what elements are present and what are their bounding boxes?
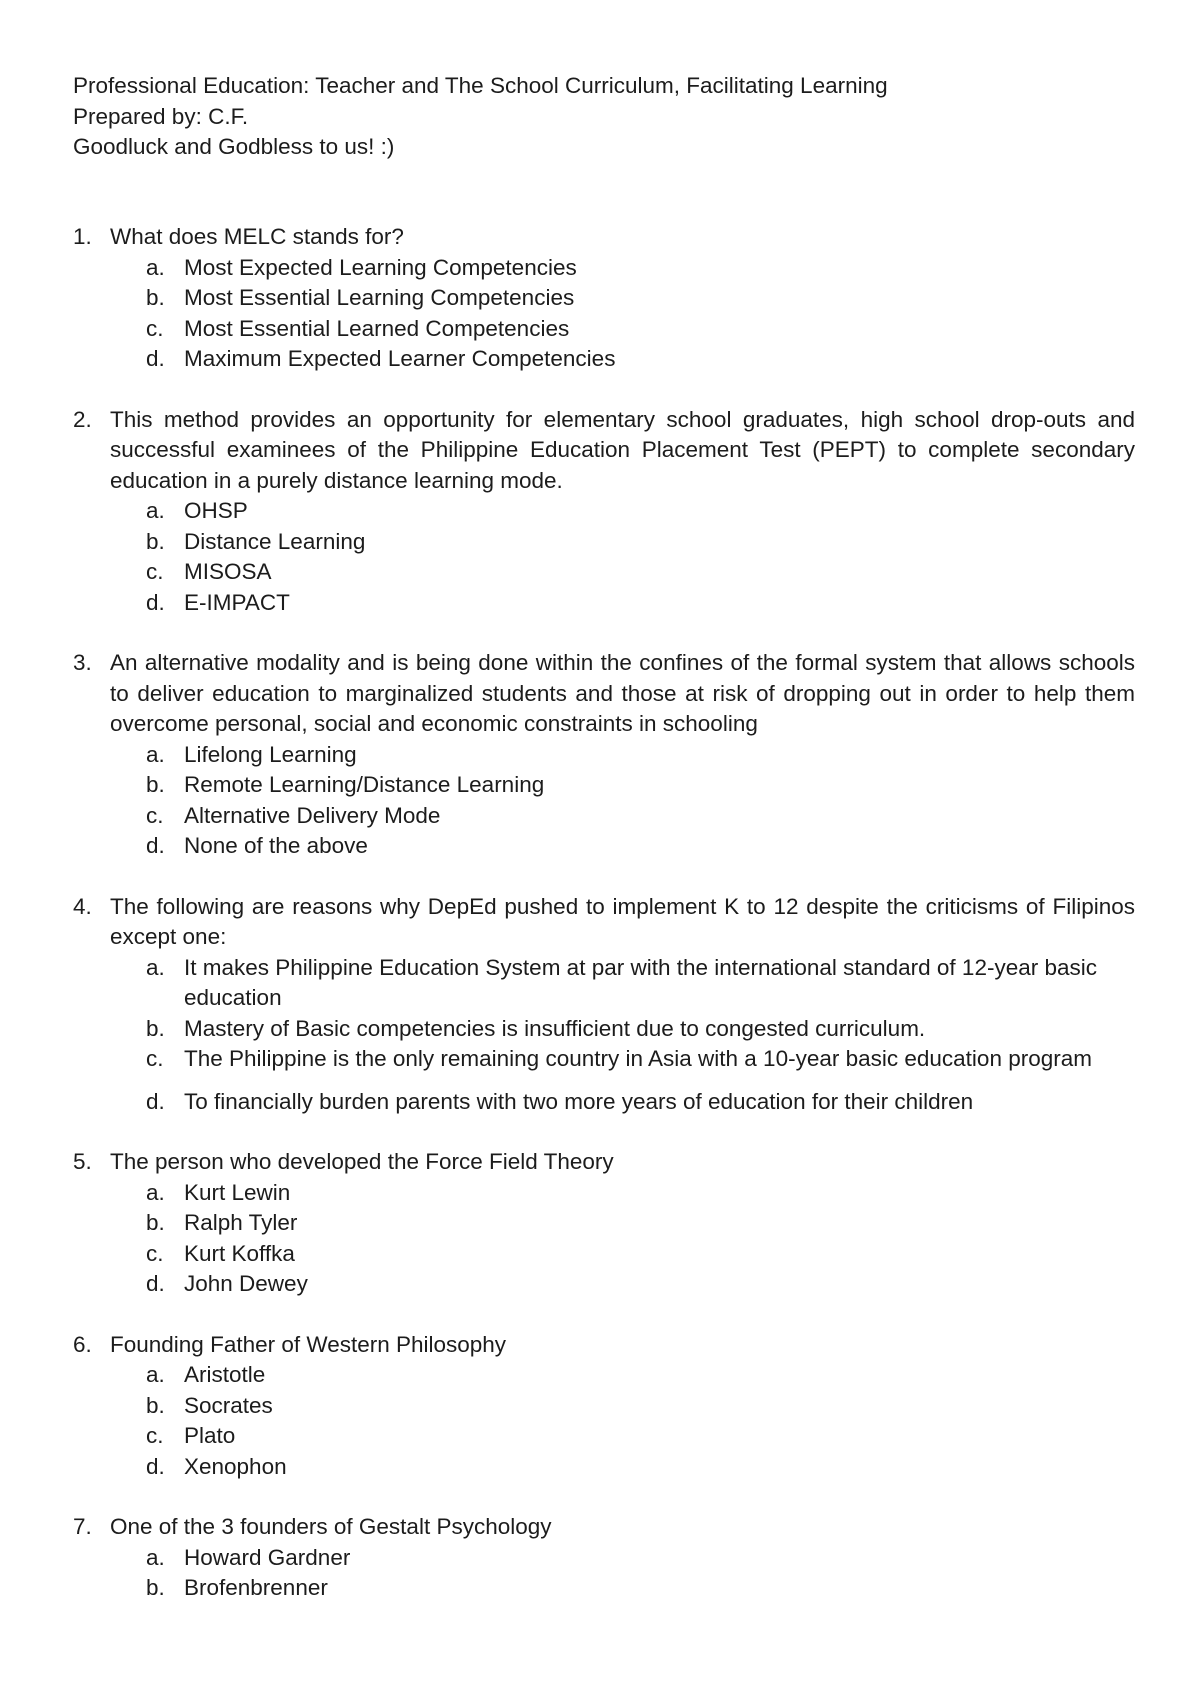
option-letter: c. bbox=[146, 802, 164, 828]
option-b bbox=[110, 770, 1135, 801]
option-d bbox=[110, 1452, 1135, 1483]
option-text: Remote Learning/Distance Learning bbox=[184, 772, 545, 797]
option-letter: c. bbox=[146, 559, 164, 584]
option-letter: d. bbox=[146, 1271, 165, 1296]
option-b bbox=[110, 1391, 1135, 1422]
option-letter: b. bbox=[146, 1575, 165, 1600]
option-letter: a. bbox=[146, 954, 165, 980]
option-letter: a. bbox=[146, 1544, 165, 1570]
option-letter: b. bbox=[146, 1392, 165, 1418]
option-letter: b. bbox=[146, 1015, 165, 1041]
option-a bbox=[110, 740, 1135, 771]
option-a bbox=[110, 253, 1135, 284]
option-letter: c. bbox=[146, 1240, 164, 1266]
option-text: Plato bbox=[184, 1423, 236, 1448]
option-a bbox=[110, 1178, 1135, 1209]
question-text: What does MELC stands for? bbox=[110, 224, 404, 249]
option-c bbox=[110, 314, 1135, 345]
option-list bbox=[110, 1178, 1135, 1300]
option-text: OHSP bbox=[184, 498, 248, 523]
question-text: An alternative modality and is being done within the confines of the formal system that allows schools to deliver education to marginalized students and those at risk of dropping out in order to help them overcome personal, social and economic constraints in schooling bbox=[110, 650, 1135, 736]
document-header bbox=[73, 71, 1133, 163]
option-c bbox=[110, 1239, 1135, 1270]
option-text: None of the above bbox=[184, 833, 368, 858]
option-text: The Philippine is the only remaining country in Asia with a 10-year basic education program bbox=[184, 1046, 1092, 1071]
prepared-by: Prepared by: C.F. bbox=[73, 103, 249, 129]
option-list bbox=[110, 1360, 1135, 1482]
option-b bbox=[110, 527, 1135, 558]
option-letter: c. bbox=[146, 315, 164, 341]
option-a bbox=[110, 496, 1135, 527]
option-text: Kurt Koffka bbox=[184, 1240, 295, 1266]
question-5 bbox=[73, 1147, 1135, 1300]
question-4 bbox=[73, 892, 1135, 1118]
question-text: The person who developed the Force Field Theory bbox=[110, 1149, 614, 1174]
question-number: 3. bbox=[73, 650, 92, 675]
question-3 bbox=[73, 648, 1135, 862]
option-letter: c. bbox=[146, 1423, 164, 1448]
option-text: Brofenbrenner bbox=[184, 1575, 328, 1600]
option-letter: a. bbox=[146, 1362, 165, 1387]
question-list bbox=[73, 222, 1135, 1634]
option-text: E-IMPACT bbox=[184, 589, 290, 615]
option-list bbox=[110, 953, 1135, 1118]
option-text: Howard Gardner bbox=[184, 1544, 351, 1570]
greeting: Goodluck and Godbless to us! :) bbox=[73, 134, 395, 159]
question-text: This method provides an opportunity for elementary school graduates, high school drop-outs and successful examinees of the Philippine Education Placement Test (PEPT) to complete secondary education in a purely distance learning mode. bbox=[110, 406, 1135, 493]
option-letter: d. bbox=[146, 346, 165, 371]
option-d bbox=[110, 831, 1135, 862]
option-letter: c. bbox=[146, 1046, 164, 1071]
option-c bbox=[110, 557, 1135, 588]
option-c bbox=[110, 1044, 1135, 1075]
option-a bbox=[110, 1543, 1135, 1574]
document-title: Professional Education: Teacher and The School Curriculum, Facilitating Learning bbox=[73, 73, 888, 98]
option-d bbox=[110, 588, 1135, 619]
option-letter: d. bbox=[146, 589, 165, 615]
option-a bbox=[110, 953, 1135, 1014]
option-text: Xenophon bbox=[184, 1453, 287, 1479]
question-7 bbox=[73, 1512, 1135, 1604]
option-list bbox=[110, 496, 1135, 618]
option-text: John Dewey bbox=[184, 1271, 308, 1296]
option-d bbox=[110, 344, 1135, 375]
option-text: Most Essential Learning Competencies bbox=[184, 285, 575, 310]
option-text: Most Essential Learned Competencies bbox=[184, 315, 570, 341]
option-letter: d. bbox=[146, 1088, 165, 1114]
option-c bbox=[110, 801, 1135, 832]
option-list bbox=[110, 740, 1135, 862]
option-d bbox=[110, 1087, 1135, 1118]
option-text: Most Expected Learning Competencies bbox=[184, 254, 577, 280]
question-6 bbox=[73, 1330, 1135, 1483]
question-number: 5. bbox=[73, 1149, 92, 1174]
question-number: 2. bbox=[73, 406, 92, 432]
option-letter: b. bbox=[146, 528, 165, 554]
option-d bbox=[110, 1269, 1135, 1300]
question-number: 4. bbox=[73, 893, 92, 919]
option-text: Alternative Delivery Mode bbox=[184, 802, 441, 828]
option-letter: a. bbox=[146, 498, 165, 523]
option-b bbox=[110, 1573, 1135, 1604]
question-2 bbox=[73, 405, 1135, 619]
option-list bbox=[110, 253, 1135, 375]
question-number: 6. bbox=[73, 1331, 92, 1357]
question-number: 7. bbox=[73, 1514, 92, 1539]
question-text: The following are reasons why DepEd pushed to implement K to 12 despite the criticisms of Filipinos except one: bbox=[110, 893, 1135, 949]
option-text: Lifelong Learning bbox=[184, 741, 357, 767]
option-letter: b. bbox=[146, 285, 165, 310]
question-number: 1. bbox=[73, 224, 92, 249]
option-b bbox=[110, 283, 1135, 314]
option-b bbox=[110, 1208, 1135, 1239]
question-1 bbox=[73, 222, 1135, 375]
option-c bbox=[110, 1421, 1135, 1452]
option-letter: a. bbox=[146, 741, 165, 767]
option-b bbox=[110, 1014, 1135, 1045]
option-a bbox=[110, 1360, 1135, 1391]
option-letter: a. bbox=[146, 1179, 165, 1205]
option-text: Aristotle bbox=[184, 1362, 266, 1387]
option-text: Socrates bbox=[184, 1392, 273, 1418]
option-letter: d. bbox=[146, 833, 165, 858]
option-text: Distance Learning bbox=[184, 528, 366, 554]
option-letter: d. bbox=[146, 1453, 165, 1479]
option-text: Maximum Expected Learner Competencies bbox=[184, 346, 616, 371]
option-text: MISOSA bbox=[184, 559, 272, 584]
option-list bbox=[110, 1543, 1135, 1604]
option-letter: b. bbox=[146, 1210, 165, 1235]
question-text: Founding Father of Western Philosophy bbox=[110, 1331, 507, 1357]
option-letter: b. bbox=[146, 772, 165, 797]
option-text: Ralph Tyler bbox=[184, 1210, 298, 1235]
option-text: Kurt Lewin bbox=[184, 1179, 291, 1205]
option-text: Mastery of Basic competencies is insufficient due to congested curriculum. bbox=[184, 1015, 926, 1041]
option-letter: a. bbox=[146, 254, 165, 280]
option-text: It makes Philippine Education System at par with the international standard of 12-year basic education bbox=[184, 954, 1097, 1010]
option-text: To financially burden parents with two more years of education for their children bbox=[184, 1088, 974, 1114]
question-text: One of the 3 founders of Gestalt Psychology bbox=[110, 1514, 552, 1539]
